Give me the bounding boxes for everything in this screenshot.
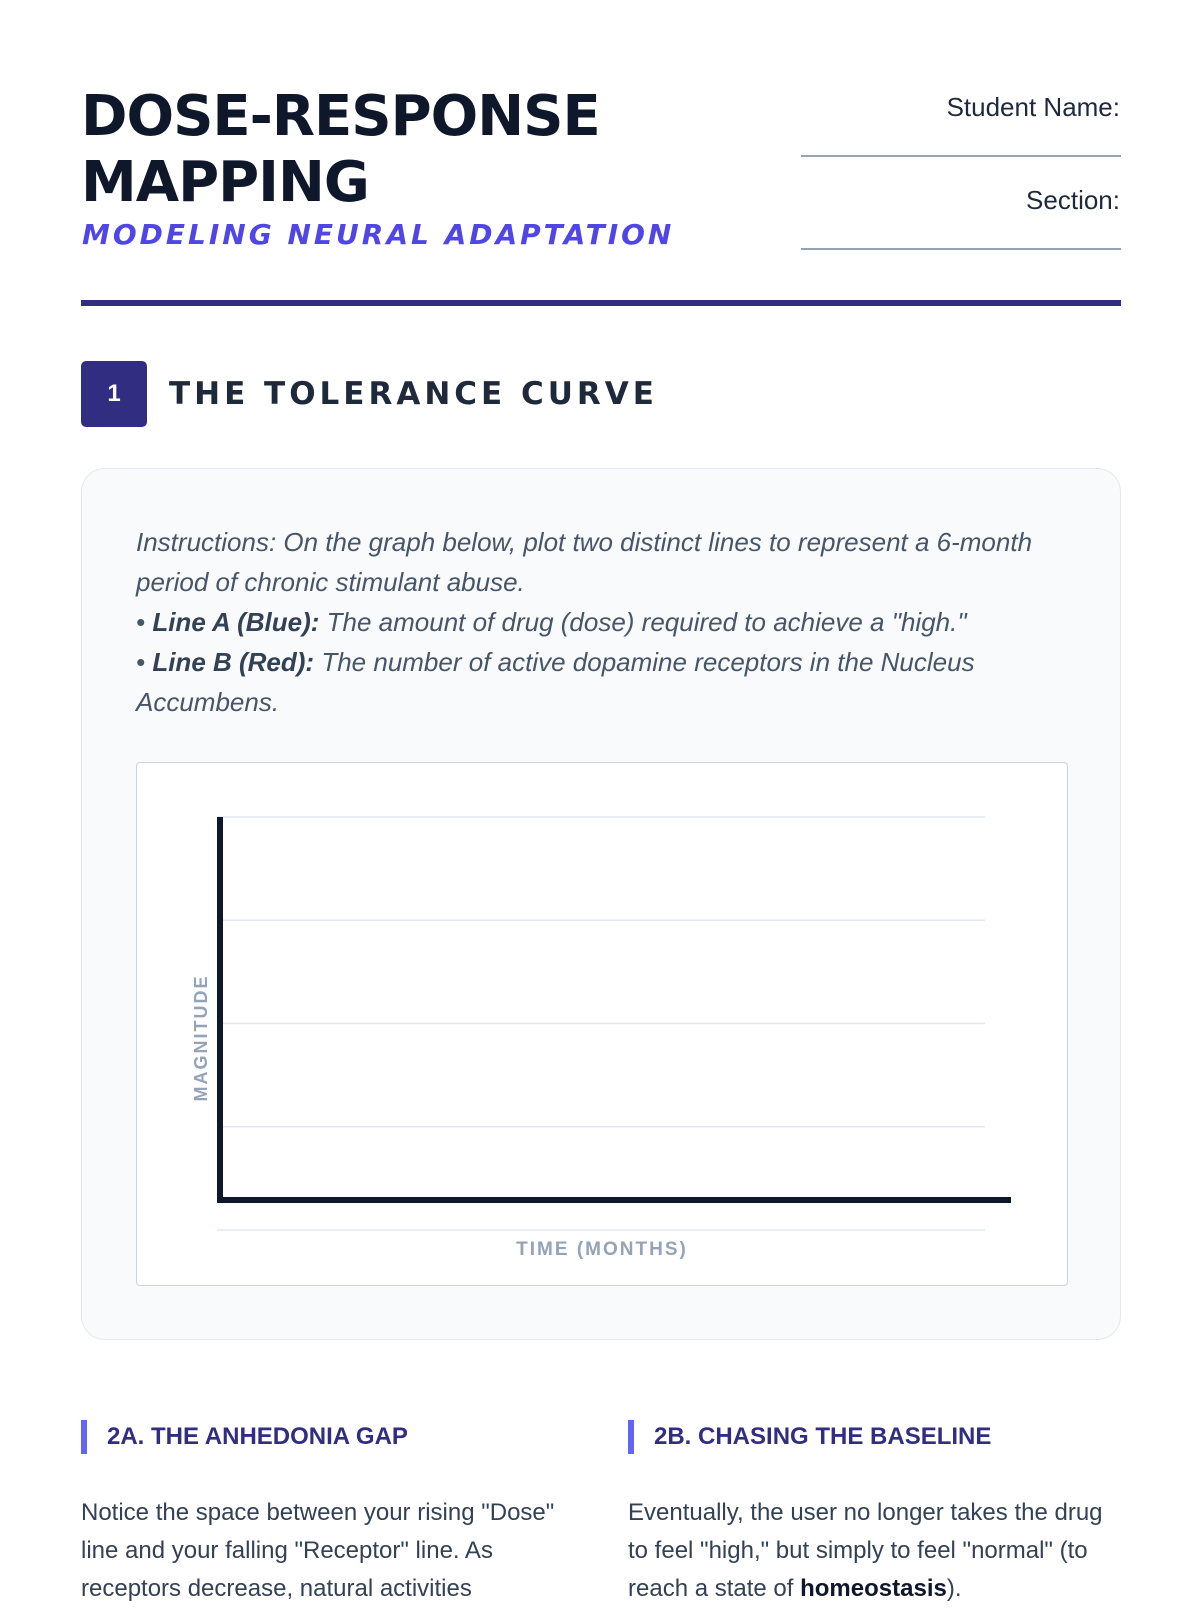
x-axis-label: TIME (MONTHS): [516, 1239, 688, 1260]
section-2a-heading: 2A. THE ANHEDONIA GAP: [81, 1420, 408, 1454]
section-2b-text-start: Eventually, the user no longer takes the drug to feel "high," but simply to feel "normal" (to reach a state of: [628, 1499, 1103, 1602]
graph-svg: [137, 763, 1067, 1285]
line-b-label: Line B (Red):: [152, 647, 315, 677]
title-line-2: MAPPING: [81, 150, 369, 215]
line-a-instruction: • Line A (Blue): The amount of drug (dose) required to achieve a "high.": [136, 607, 967, 637]
title-line-1: DOSE-RESPONSE: [81, 84, 600, 149]
line-a-label: Line A (Blue):: [152, 607, 320, 637]
instructions-text: [136, 522, 1076, 722]
section-2b-heading: 2B. CHASING THE BASELINE: [628, 1420, 991, 1454]
section-2a-text: Notice the space between your rising "Dose" line and your falling "Receptor" line. As receptors decrease, natural activities: [81, 1499, 555, 1602]
page-title: [81, 84, 600, 216]
section-label: Section:: [1026, 185, 1120, 215]
section-number-badge: 1: [81, 361, 147, 427]
y-axis-label: MAGNITUDE: [191, 974, 211, 1102]
line-b-text: The number of active dopamine receptors in the Nucleus Accumbens.: [136, 647, 975, 717]
header-divider: [81, 300, 1121, 306]
student-name-field[interactable]: [801, 155, 1121, 157]
section-field[interactable]: [801, 248, 1121, 250]
section-title: THE TOLERANCE CURVE: [169, 376, 658, 412]
line-b-instruction: • Line B (Red): The number of active dopamine receptors in the Nucleus Accumbens.: [136, 647, 975, 717]
section-2b-text: [628, 1494, 1128, 1608]
homeostasis-term: homeostasis: [800, 1575, 947, 1602]
page-subtitle: MODELING NEURAL ADAPTATION: [82, 218, 675, 251]
section-2b-text-end: ).: [946, 1575, 962, 1602]
line-a-text: The amount of drug (dose) required to achieve a "high.": [326, 607, 967, 637]
grid-lines: [217, 817, 985, 1230]
instructions-intro: Instructions: On the graph below, plot two distinct lines to represent a 6-month period of chronic stimulant abuse.: [136, 527, 1033, 597]
student-name-label: Student Name:: [946, 92, 1120, 122]
tolerance-graph[interactable]: [136, 762, 1068, 1286]
